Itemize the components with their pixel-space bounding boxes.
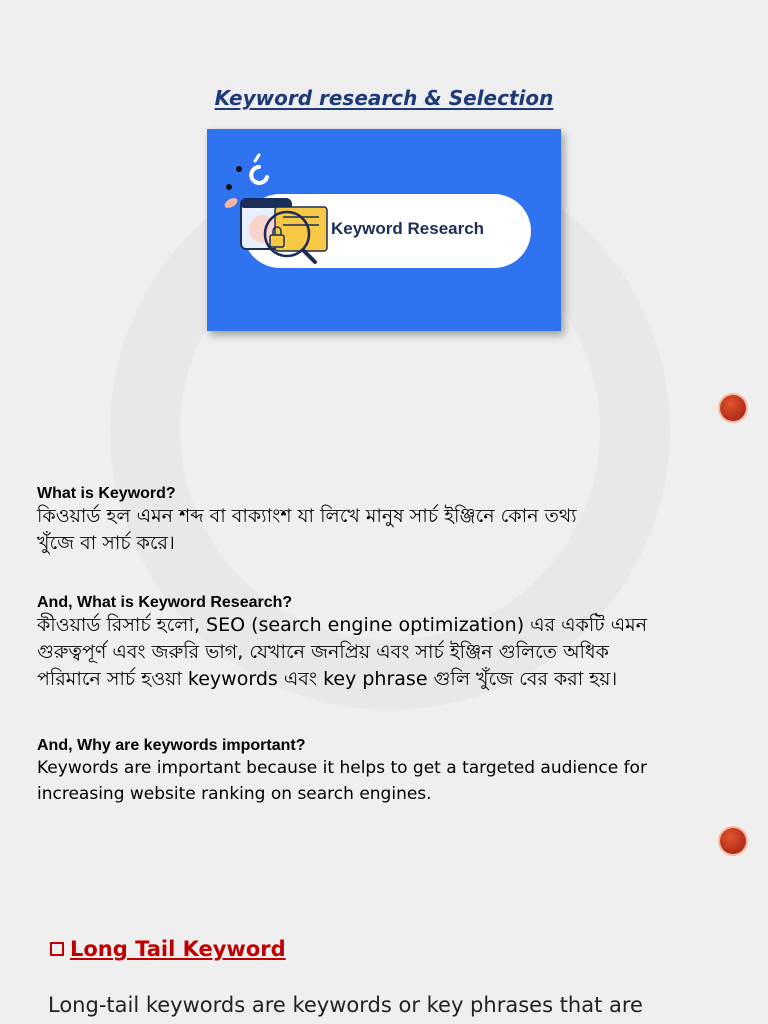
hero-image [207, 129, 561, 331]
section-heading: And, What is Keyword Research? [37, 594, 293, 611]
paragraph-line: কীওয়ার্ড রিসার্চ হলো, SEO (search engine optimization) এর একটি এমন [37, 614, 648, 636]
bullet-dot-icon [720, 395, 746, 421]
what-is-keyword-section [37, 485, 732, 557]
long-tail-heading [50, 937, 286, 961]
search-illustration [207, 129, 561, 331]
section-heading: What is Keyword? [37, 485, 176, 502]
lock-icon [270, 235, 284, 247]
paragraph-line: Keywords are important because it helps to get a targeted audience for [37, 758, 647, 778]
pill-label: Keyword Research [331, 219, 485, 238]
bullet-dot-icon [720, 828, 746, 854]
page-title: Keyword research & Selection [214, 86, 554, 110]
why-important-section [37, 737, 732, 807]
long-tail-body: Long-tail keywords are keywords or key phrases that are [48, 993, 643, 1017]
paragraph-line: increasing website ranking on search engines. [37, 784, 432, 804]
paragraph-line: পরিমানে সার্চ হওয়া keywords এবং key phrase গুলি খুঁজে বের করা হয়। [37, 668, 618, 690]
long-tail-heading-text: Long Tail Keyword [70, 937, 286, 961]
paragraph-line: কিওয়ার্ড হল এমন শব্দ বা বাক্যাংশ যা লিখে মানুষ সার্চ ইঞ্জিনে কোন তথ্য [37, 505, 577, 527]
paragraph-line: খুঁজে বা সার্চ করে। [37, 532, 175, 554]
paragraph-line: গুরুত্বপূর্ণ এবং জরুরি ভাগ, যেখানে জনপ্রিয় এবং সার্চ ইঞ্জিন গুলিতে অধিক [37, 641, 609, 663]
checkbox-bullet-icon [50, 942, 64, 956]
what-is-research-section [37, 594, 732, 693]
section-heading: And, Why are keywords important? [37, 737, 306, 754]
